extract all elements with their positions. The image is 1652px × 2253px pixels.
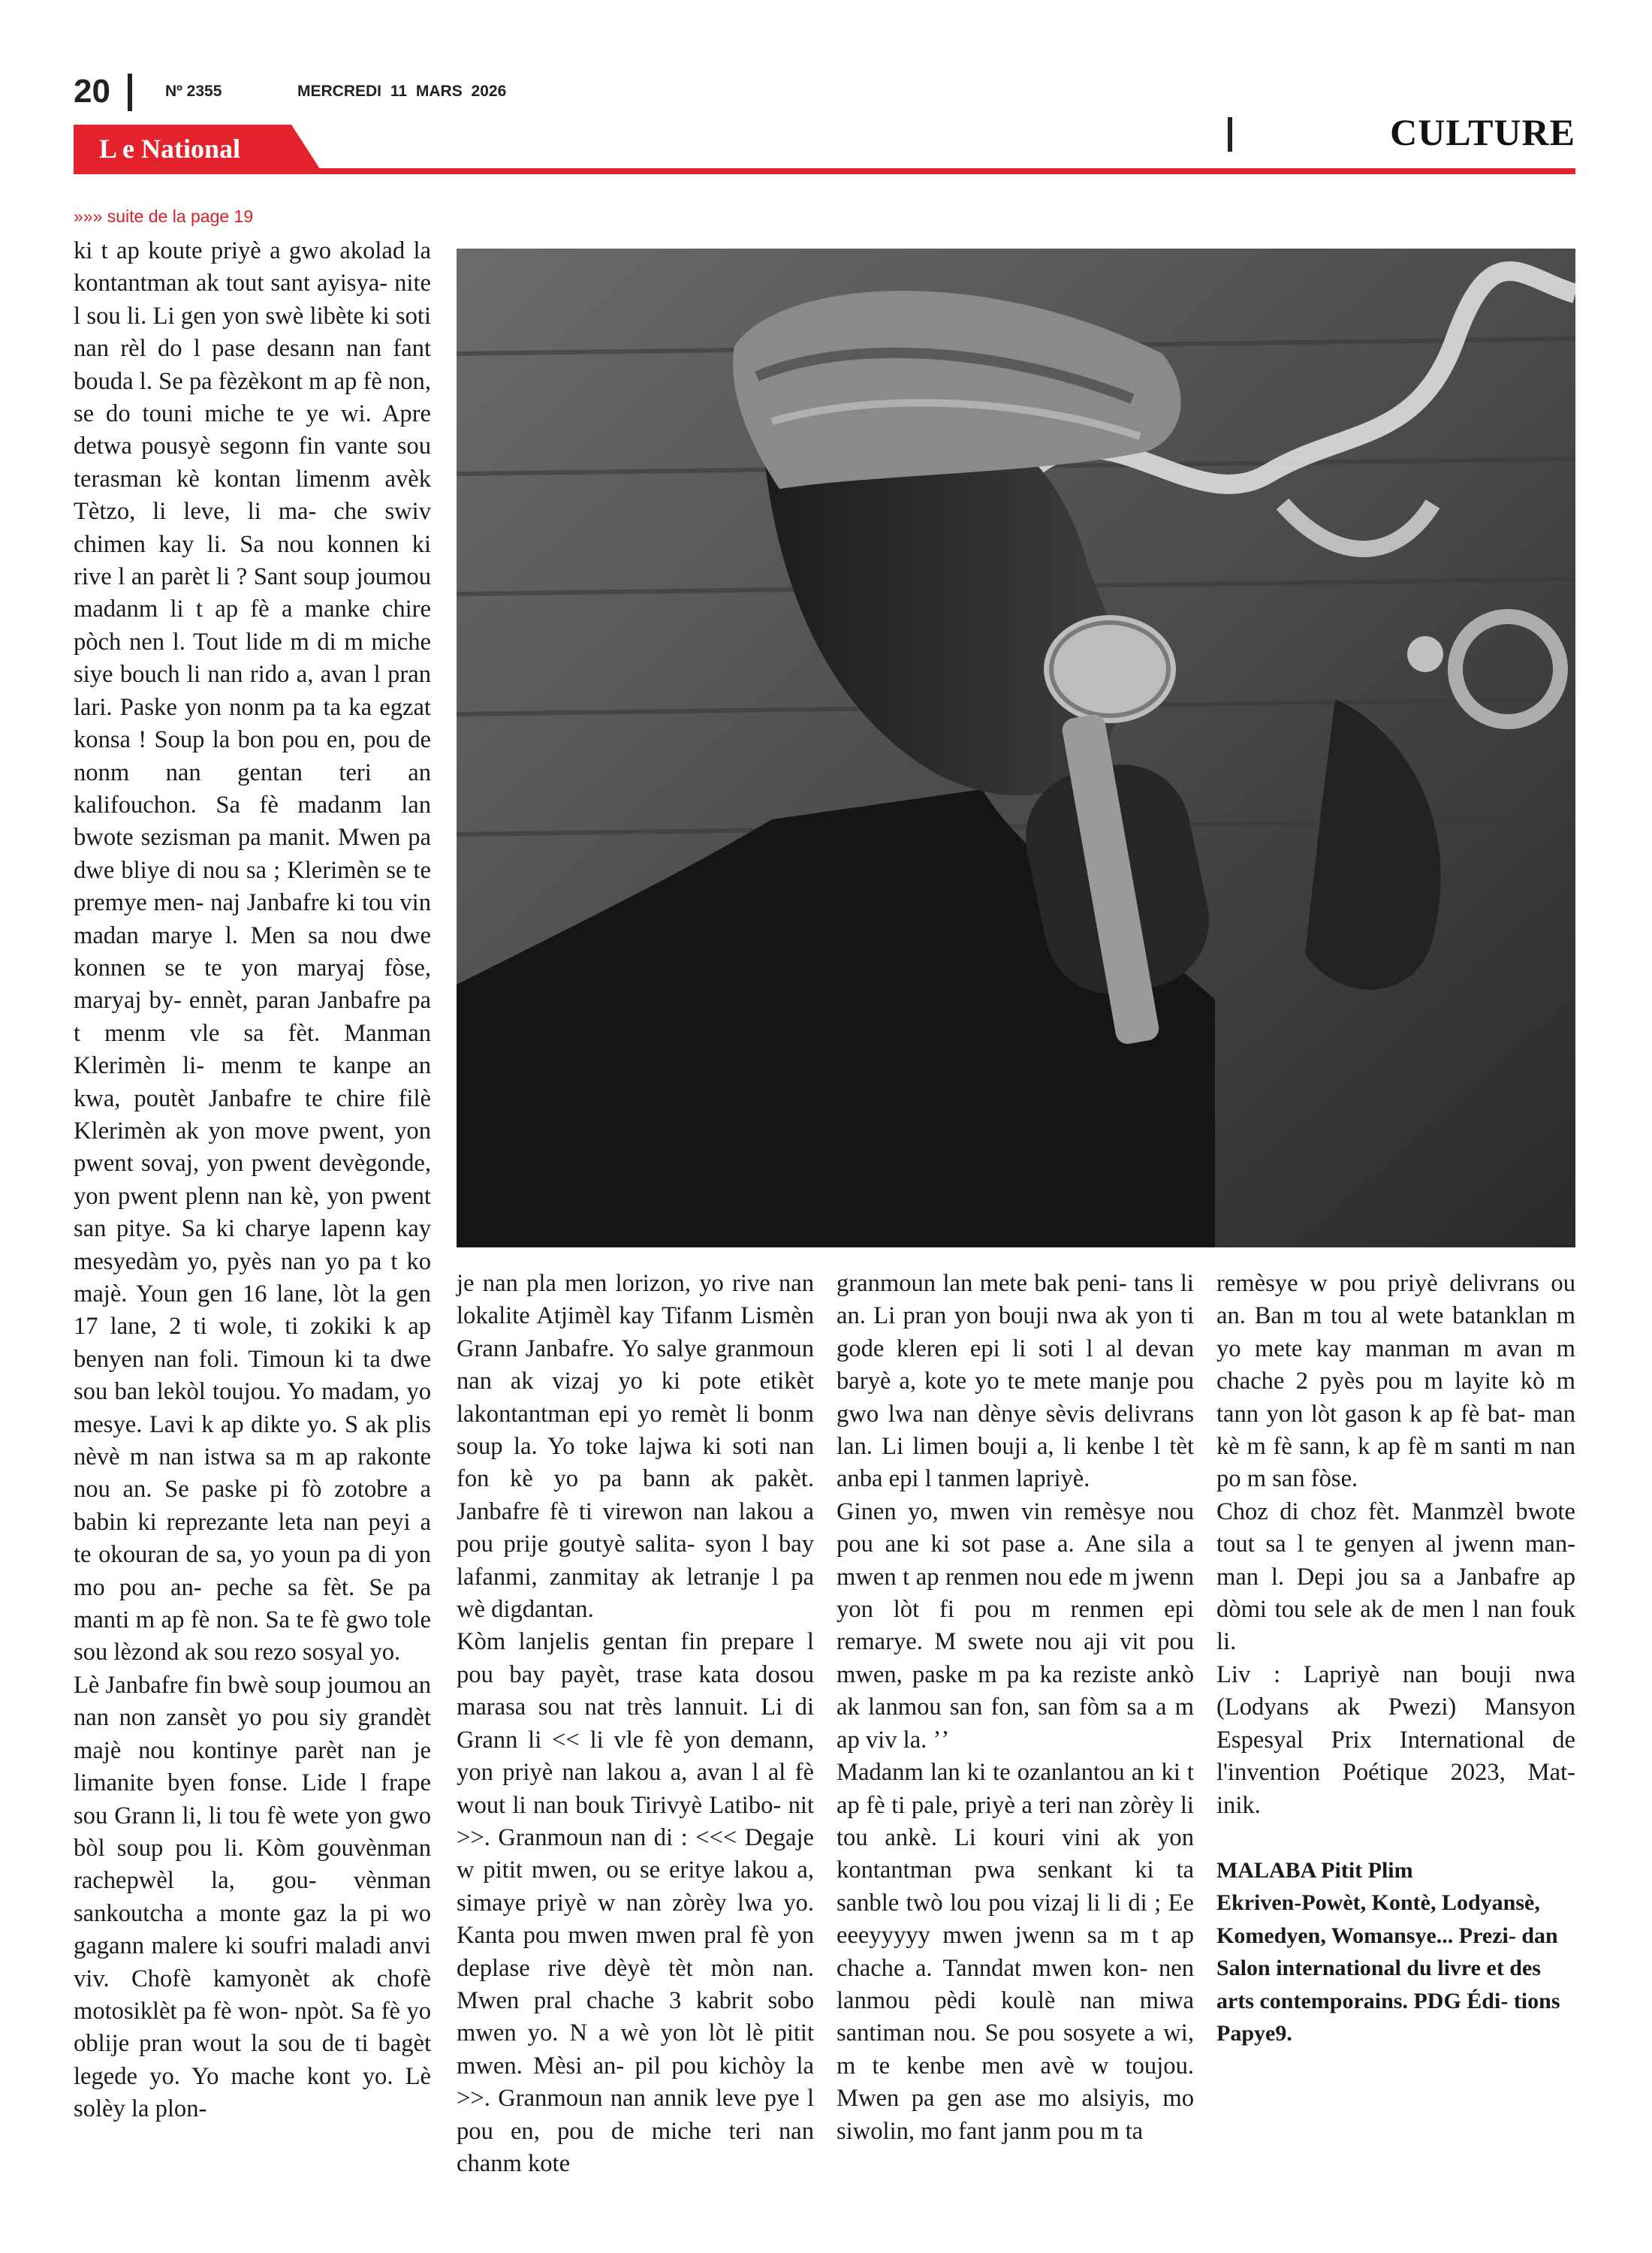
column-1 bbox=[74, 235, 431, 2126]
performer-photo-illustration bbox=[457, 249, 1575, 1247]
paragraph: Lè Janbafre fin bwè soup joumou an nan non zansèt yo pou siy grandèt majè nou kontinye parèt nan je limanite byen fonse. Lide l frape sou Grann li, li tou fè wete yon gwo bòl soup pou li. Kòm gouvènman rachepwèl la, gou- vènman sankoutcha a monte gaz la pi wo gagann malere ki soufri maladi anvi viv. Chofè kamyonèt ak chofè motosiklèt pa fè won- npòt. Sa fè yo oblije pran wout la sou de ti bagèt legede yo. Yo mache kont yo. Lè solèy la plon- bbox=[74, 1671, 431, 2123]
paragraph: Madanm lan ki te ozanlantou an ki t ap fè ti pale, priyè a teri nan zòrèy li tou ankè. Li kouri vini ak yon kontantman pwa senkant ki ta sanble twò lou pou vizaj li li di ; Ee eeeyyyyy mwen jwenn sa m t ap chache a. Tanndat mwen kon- nen lanmou pèdi koulè nan miwa santiman nou. Se pou sosyete a wi, m te kenbe men avè w toujou. Mwen pa gen ase mo alsiyis, mo siwolin, mo fant janm pou m ta bbox=[837, 1759, 1194, 2145]
column-4 bbox=[1216, 1268, 1575, 2049]
header-divider bbox=[128, 74, 132, 111]
column-3 bbox=[837, 1268, 1194, 2148]
paragraph: Ginen yo, mwen vin remèsye nou pou ane ki sot pase a. Ane sila a mwen t ap renmen nou ede m jwenn yon lòt fi pou m renmen epi remarye. M swete nou aji vit pou mwen, paske m pa ka reziste ankò ak lanmou san fon, san fòm sa a m ap viv la. ʼʼ bbox=[837, 1497, 1194, 1754]
newspaper-name: L e National bbox=[99, 134, 241, 164]
author-signature bbox=[1216, 1854, 1575, 2049]
article-photo bbox=[457, 249, 1575, 1247]
continued-from: »»» suite de la page 19 bbox=[74, 207, 254, 226]
author-name: MALABA Pitit Plim bbox=[1216, 1857, 1413, 1883]
masthead bbox=[74, 69, 1575, 114]
author-bio: Ekriven-Powèt, Kontè, Lodyansè, Komedyen, Womansye... Prezi- dan Salon international du livre et des arts contemporains. PDG Édi- tions Papye9. bbox=[1216, 1890, 1560, 2046]
section-divider bbox=[1228, 117, 1232, 152]
brand-tab bbox=[74, 125, 321, 171]
paragraph: Liv : Lapriyè nan bouji nwa (Lodyans ak Pwezi) Mansyon Espesyal Prix International de l'invention Poétique 2023, Mat- inik. bbox=[1216, 1660, 1575, 1819]
paragraph: ki t ap koute priyè a gwo akolad la kontantman ak tout sant ayisya- nite l sou li. Li gen yon swè libète ki soti nan rèl do l pase desann nan fant bouda l. Se pa fèzèkont m ap fè non, se do touni miche te ye wi. Apre detwa pousyè segonn fin vante sou terasman kè kontan limenm avèk Tètzo, li leve, li ma- che swiv chimen kay li. Sa nou konnen ki rive l an parèt li ? Sant soup joumou madanm li t ap fè a manke chire pòch nen l. Tout lide m di m miche siye bouch li nan rido a, avan l pran lari. Paske yon nonm pa ta ka egzat konsa ! Soup la bon pou en, pou de nonm nan gentan teri an kalifouchon. Sa fè madanm lan bwote sezisman pa manit. Mwen pa dwe bliye di nou sa ; Klerimèn se te premye men- naj Janbafre ki tou vin madan marye l. Men sa nou dwe konnen se te yon maryaj fòse, maryaj by- ennèt, paran Janbafre pa t menm vle sa fèt. Manman Klerimèn li- menm te kanpe an kwa, poutèt Janbafre te chire filè Klerimèn ak yon move pwent, yon pwent sovaj, yon pwent devègonde, yon pwent plenn nan kè, yon pwent san pitye. Sa ki charye lapenn kay mesyedàm yo, pyès nan yo pa t ko majè. Youn gen 16 lane, lòt la gen 17 lane, 2 ti wole, ti zokiki k ap benyen nan foli. Timoun ki ta dwe sou ban lekòl toujou. Yo madam, yo mesye. Lavi k ap dikte yo. S ak plis nèvè m nan istwa sa m ap rakonte nou an. Se paske pi fò zotobre a babin ki reprezante leta nan peyi a te okouran de sa, yo youn pa di yon mo pou an- peche sa fèt. Se pa manti m ap fè non. Sa te fè gwo tole sou lèzond ak sou rezo sosyal yo. bbox=[74, 237, 431, 1666]
issue-number: Nº 2355 bbox=[165, 83, 222, 100]
header-rule bbox=[74, 168, 1575, 174]
paragraph: remèsye w pou priyè delivrans ou an. Ban m tou al wete batanklan m yo mete kay manman m avan m chache 2 pyès pou m layite kò m tann yon lòt gason k ap fè bat- man kè m fè sann, k ap fè m santi m nan po m san fòse. bbox=[1216, 1270, 1575, 1493]
paragraph: granmoun lan mete bak peni- tans li an. Li pran yon bouji nwa ak yon ti gode kleren epi li soti l al devan baryè a, kote yo te mete manje pou gwo lwa nan dènye sèvis delivrans lan. Li limen bouji a, li kenbe l tèt anba epi l tanmen lapriyè. bbox=[837, 1270, 1194, 1493]
paragraph: je nan pla men lorizon, yo rive nan lokalite Atjimèl kay Tifanm Lismèn Grann Janbafre. Yo salye granmoun nan ak vizaj yo ki pote etikèt lakontantman epi yo remèt li bonm soup la. Yo toke lajwa ki soti nan fon kè yo pa bann ak pakèt. Janbafre fè ti virewon nan lakou a pou prije goutyè salita- syon l bay lafanmi, zanmitay ak letranje l pa wè digdantan. bbox=[457, 1270, 814, 1624]
section-title: CULTURE bbox=[1390, 111, 1575, 153]
page-number: 20 bbox=[74, 73, 110, 110]
paragraph: Choz di choz fèt. Manmzèl bwote tout sa l te genyen al jwenn man- man l. Depi jou sa a Janbafre ap dòmi tou sele ak de men l nan fouk li. bbox=[1216, 1497, 1575, 1656]
issue-date: MERCREDI 11 MARS 2026 bbox=[297, 83, 507, 100]
paragraph: Kòm lanjelis gentan fin prepare l pou bay payèt, trase kata dosou marasa sou nat très lannuit. Li di Grann li << li vle fè yon demann, yon priyè nan lakou a, avan l al fè wout li nan bouk Tirivyè Latibo- nit >>. Granmoun nan di : <<< Degaje w pitit mwen, ou se eritye lakou a, simaye priyè w nan zòrèy lwa yo. Kanta pou mwen mwen pral fè yon deplase rive dèyè tèt mòn nan. Mwen pral chache 3 kabrit sobo mwen yo. N a wè yon lòt lè pitit mwen. Mèsi an- pil pou kichòy la >>. Granmoun nan annik leve pye l pou en, pou de miche teri nan chanm kote bbox=[457, 1628, 814, 2177]
column-2 bbox=[457, 1268, 814, 2180]
